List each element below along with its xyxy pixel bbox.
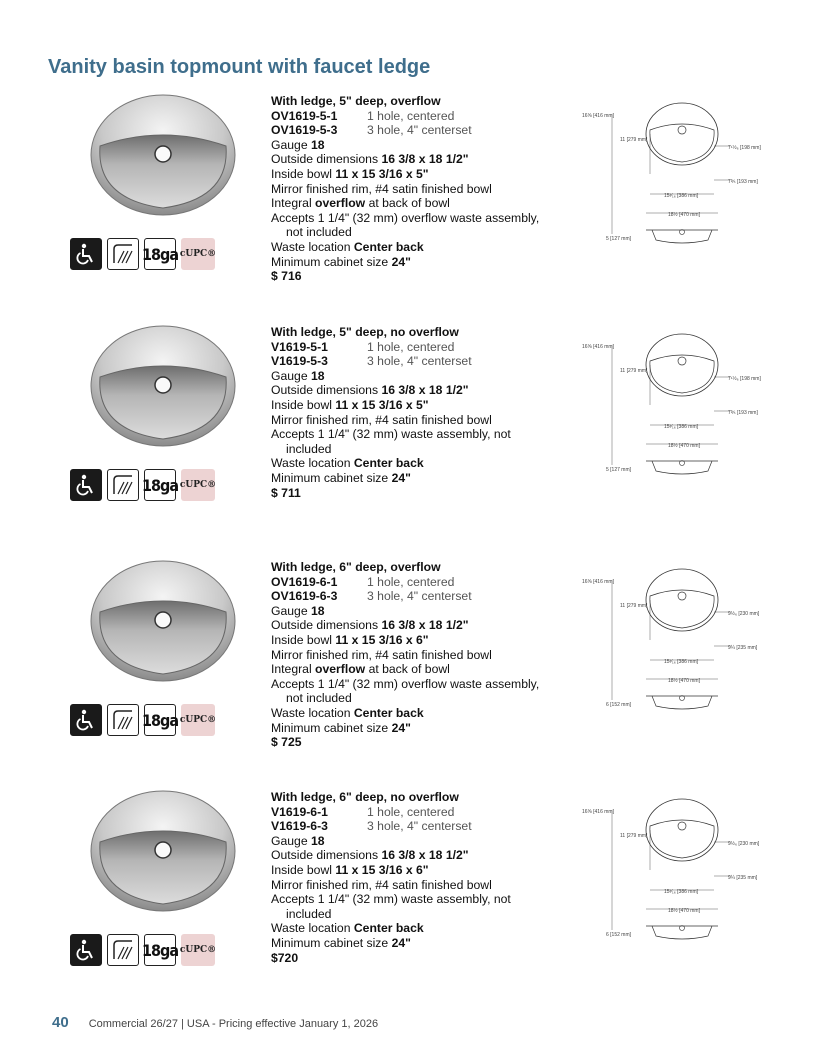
model-description: 3 hole, 4" centerset xyxy=(367,354,472,369)
dim-bowl-width: 11 [279 mm] xyxy=(620,137,648,143)
product-heading: With ledge, 6" deep, overflow xyxy=(271,560,441,574)
dim-bottom-depth: 7⅗ [193 mm] xyxy=(728,410,758,416)
outside-dimensions-row xyxy=(271,383,571,398)
integral-post: at back of bowl xyxy=(368,196,450,211)
dim-bowl-depth: 6 [152 mm] xyxy=(606,932,632,938)
gauge-label: Gauge xyxy=(271,833,308,848)
outside-value: 16 3/8 x 18 1/2" xyxy=(381,848,469,863)
model-code: OV1619-5-1 xyxy=(271,108,338,123)
waste-assembly-row: Accepts 1 1/4" (32 mm) waste assembly, not xyxy=(271,427,511,442)
sound-deadening-icon xyxy=(107,704,139,736)
waste-assembly-row: Accepts 1 1/4" (32 mm) overflow waste assembly, xyxy=(271,210,540,225)
cabinet-label: Minimum cabinet size xyxy=(271,470,389,485)
feature-icons xyxy=(70,704,215,738)
model-description: 1 hole, centered xyxy=(367,108,455,123)
overflow-row xyxy=(271,196,571,211)
model-description: 3 hole, 4" centerset xyxy=(367,589,472,604)
dim-bowl-width: 11 [279 mm] xyxy=(620,368,648,374)
product-heading: With ledge, 5" deep, overflow xyxy=(271,94,441,108)
sink-photo xyxy=(90,790,236,912)
wheelchair-accessible-icon xyxy=(70,238,102,270)
product-block xyxy=(0,325,816,535)
price: $ 716 xyxy=(271,269,302,284)
model-row xyxy=(271,123,571,138)
price: $ 711 xyxy=(271,485,301,500)
cabinet-label: Minimum cabinet size xyxy=(271,254,389,269)
page-title: Vanity basin topmount with faucet ledge xyxy=(48,56,431,78)
dim-inner-length: 15³⁄₁₆ [386 mm] xyxy=(664,424,698,430)
dim-bowl-width: 11 [279 mm] xyxy=(620,603,648,609)
gauge-row xyxy=(271,834,571,849)
model-row xyxy=(271,354,571,369)
gauge-label: Gauge xyxy=(271,368,308,383)
dim-outer-length: 18½ [470 mm] xyxy=(668,678,700,684)
cupc-certification-icon: cUPC® xyxy=(181,934,215,966)
gauge-label: Gauge xyxy=(271,603,308,618)
product-block xyxy=(0,94,816,304)
product-specs xyxy=(271,325,571,500)
model-code: V1619-5-1 xyxy=(271,339,328,354)
dimension-drawing xyxy=(576,560,776,720)
gauge-18-icon: 18ga xyxy=(144,469,176,501)
product-specs xyxy=(271,94,571,284)
dim-bowl-width: 11 [279 mm] xyxy=(620,833,648,839)
gauge-row xyxy=(271,369,571,384)
inside-value: 11 x 15 3/16 x 6" xyxy=(335,632,429,647)
waste-assembly-note: not included xyxy=(286,225,352,240)
dim-bottom-depth: 9¼ [235 mm] xyxy=(728,875,758,881)
product-heading: With ledge, 5" deep, no overflow xyxy=(271,325,459,339)
outside-dimensions-row xyxy=(271,618,571,633)
cupc-certification-icon: cUPC® xyxy=(181,704,215,736)
waste-assembly-note: not included xyxy=(286,691,352,706)
cabinet-label: Minimum cabinet size xyxy=(271,935,389,950)
inside-value: 11 x 15 3/16 x 5" xyxy=(335,397,429,412)
product-block xyxy=(0,560,816,770)
feature-icons xyxy=(70,238,215,272)
model-description: 1 hole, centered xyxy=(367,574,455,589)
waste-location-row xyxy=(271,921,571,936)
finish-row: Mirror finished rim, #4 satin finished bowl xyxy=(271,181,492,196)
wheelchair-accessible-icon xyxy=(70,934,102,966)
waste-assembly-note: included xyxy=(286,906,332,921)
inside-label: Inside bowl xyxy=(271,397,332,412)
page-number: 40 xyxy=(52,1014,69,1031)
model-code: OV1619-5-3 xyxy=(271,123,338,138)
cupc-certification-icon: cUPC® xyxy=(181,238,215,270)
model-code: OV1619-6-3 xyxy=(271,589,338,604)
waste-label: Waste location xyxy=(271,921,351,936)
gauge-row xyxy=(271,138,571,153)
integral-value: overflow xyxy=(315,196,366,211)
price: $ 725 xyxy=(271,735,302,750)
outside-value: 16 3/8 x 18 1/2" xyxy=(381,152,469,167)
model-description: 1 hole, centered xyxy=(367,339,455,354)
model-row xyxy=(271,340,571,355)
dimension-drawing xyxy=(576,790,776,950)
dim-top-depth: 7¹½₆ [198 mm] xyxy=(728,145,761,151)
dim-bowl-depth: 5 [127 mm] xyxy=(606,236,632,242)
waste-value: Center back xyxy=(353,456,424,471)
sound-deadening-icon xyxy=(107,469,139,501)
outside-label: Outside dimensions xyxy=(271,618,379,633)
waste-value: Center back xyxy=(353,239,424,254)
gauge-18-icon: 18ga xyxy=(144,934,176,966)
inside-bowl-row xyxy=(271,167,571,182)
dim-overall-width: 16⅝ [416 mm] xyxy=(582,344,614,350)
gauge-18-icon: 18ga xyxy=(144,704,176,736)
dim-overall-width: 16⅝ [416 mm] xyxy=(582,809,614,815)
inside-value: 11 x 15 3/16 x 5" xyxy=(335,166,429,181)
model-code: V1619-6-3 xyxy=(271,819,328,834)
inside-bowl-row xyxy=(271,633,571,648)
feature-icons xyxy=(70,469,215,503)
outside-label: Outside dimensions xyxy=(271,152,379,167)
waste-assembly-row: Accepts 1 1/4" (32 mm) overflow waste assembly, xyxy=(271,676,540,691)
sink-photo xyxy=(90,560,236,682)
footer-text: Commercial 26/27 | USA - Pricing effective January 1, 2026 xyxy=(88,1018,379,1030)
waste-location-row xyxy=(271,456,571,471)
gauge-label: Gauge xyxy=(271,137,308,152)
model-row xyxy=(271,819,571,834)
sound-deadening-icon xyxy=(107,238,139,270)
sound-deadening-icon xyxy=(107,934,139,966)
page-footer xyxy=(52,1014,378,1031)
dim-inner-length: 15³⁄₁₆ [386 mm] xyxy=(664,193,698,199)
gauge-value: 18 xyxy=(310,137,325,152)
dim-outer-length: 18½ [470 mm] xyxy=(668,443,700,449)
cabinet-value: 24" xyxy=(391,254,411,269)
model-description: 3 hole, 4" centerset xyxy=(367,123,472,138)
model-row xyxy=(271,109,571,124)
dim-outer-length: 18½ [470 mm] xyxy=(668,212,700,218)
gauge-value: 18 xyxy=(310,368,325,383)
inside-bowl-row xyxy=(271,863,571,878)
waste-value: Center back xyxy=(353,921,424,936)
inside-bowl-row xyxy=(271,398,571,413)
waste-location-row xyxy=(271,240,571,255)
finish-row: Mirror finished rim, #4 satin finished bowl xyxy=(271,877,492,892)
cabinet-size-row xyxy=(271,721,571,736)
gauge-18-icon: 18ga xyxy=(144,238,176,270)
cupc-certification-icon: cUPC® xyxy=(181,469,215,501)
cabinet-size-row xyxy=(271,471,571,486)
dim-overall-width: 16⅝ [416 mm] xyxy=(582,579,614,585)
cabinet-size-row xyxy=(271,936,571,951)
finish-row: Mirror finished rim, #4 satin finished bowl xyxy=(271,412,492,427)
waste-label: Waste location xyxy=(271,456,351,471)
model-code: V1619-6-1 xyxy=(271,804,328,819)
cabinet-label: Minimum cabinet size xyxy=(271,720,389,735)
price: $720 xyxy=(271,950,299,965)
inside-label: Inside bowl xyxy=(271,166,332,181)
finish-row: Mirror finished rim, #4 satin finished bowl xyxy=(271,647,492,662)
model-description: 1 hole, centered xyxy=(367,804,455,819)
dim-inner-length: 15³⁄₁₆ [386 mm] xyxy=(664,889,698,895)
product-heading: With ledge, 6" deep, no overflow xyxy=(271,790,459,804)
waste-label: Waste location xyxy=(271,239,351,254)
outside-value: 16 3/8 x 18 1/2" xyxy=(381,618,469,633)
waste-label: Waste location xyxy=(271,705,351,720)
cabinet-value: 24" xyxy=(391,935,411,950)
dim-top-depth: 9½₆ [230 mm] xyxy=(728,841,760,847)
waste-assembly-note: included xyxy=(286,441,332,456)
outside-dimensions-row xyxy=(271,152,571,167)
gauge-row xyxy=(271,604,571,619)
model-code: V1619-5-3 xyxy=(271,354,328,369)
dim-top-depth: 9½₆ [230 mm] xyxy=(728,611,760,617)
cabinet-size-row xyxy=(271,255,571,270)
waste-assembly-row: Accepts 1 1/4" (32 mm) waste assembly, not xyxy=(271,892,511,907)
gauge-value: 18 xyxy=(310,603,325,618)
dimension-drawing xyxy=(576,325,776,485)
overflow-row xyxy=(271,662,571,677)
model-row xyxy=(271,805,571,820)
dim-outer-length: 18½ [470 mm] xyxy=(668,908,700,914)
model-row xyxy=(271,589,571,604)
gauge-value: 18 xyxy=(310,833,325,848)
integral-label: Integral xyxy=(271,196,312,211)
wheelchair-accessible-icon xyxy=(70,704,102,736)
feature-icons xyxy=(70,934,215,968)
inside-value: 11 x 15 3/16 x 6" xyxy=(335,862,429,877)
wheelchair-accessible-icon xyxy=(70,469,102,501)
cabinet-value: 24" xyxy=(391,470,411,485)
outside-label: Outside dimensions xyxy=(271,383,379,398)
cabinet-value: 24" xyxy=(391,720,411,735)
sink-photo xyxy=(90,325,236,447)
dim-inner-length: 15³⁄₁₆ [386 mm] xyxy=(664,659,698,665)
integral-post: at back of bowl xyxy=(368,662,450,677)
product-specs xyxy=(271,790,571,965)
product-block xyxy=(0,790,816,1000)
inside-label: Inside bowl xyxy=(271,862,332,877)
waste-location-row xyxy=(271,706,571,721)
inside-label: Inside bowl xyxy=(271,632,332,647)
integral-label: Integral xyxy=(271,662,312,677)
dim-top-depth: 7¹½₆ [198 mm] xyxy=(728,376,761,382)
outside-dimensions-row xyxy=(271,848,571,863)
dim-bottom-depth: 7⅗ [193 mm] xyxy=(728,179,758,185)
outside-value: 16 3/8 x 18 1/2" xyxy=(381,383,469,398)
dimension-drawing xyxy=(576,94,776,254)
dim-bowl-depth: 6 [152 mm] xyxy=(606,702,632,708)
model-description: 3 hole, 4" centerset xyxy=(367,819,472,834)
model-code: OV1619-6-1 xyxy=(271,574,338,589)
sink-photo xyxy=(90,94,236,216)
dim-overall-width: 16⅝ [416 mm] xyxy=(582,113,614,119)
dim-bottom-depth: 9¼ [235 mm] xyxy=(728,645,758,651)
waste-value: Center back xyxy=(353,705,424,720)
dim-bowl-depth: 5 [127 mm] xyxy=(606,467,632,473)
model-row xyxy=(271,575,571,590)
product-specs xyxy=(271,560,571,750)
integral-value: overflow xyxy=(315,662,366,677)
outside-label: Outside dimensions xyxy=(271,848,379,863)
